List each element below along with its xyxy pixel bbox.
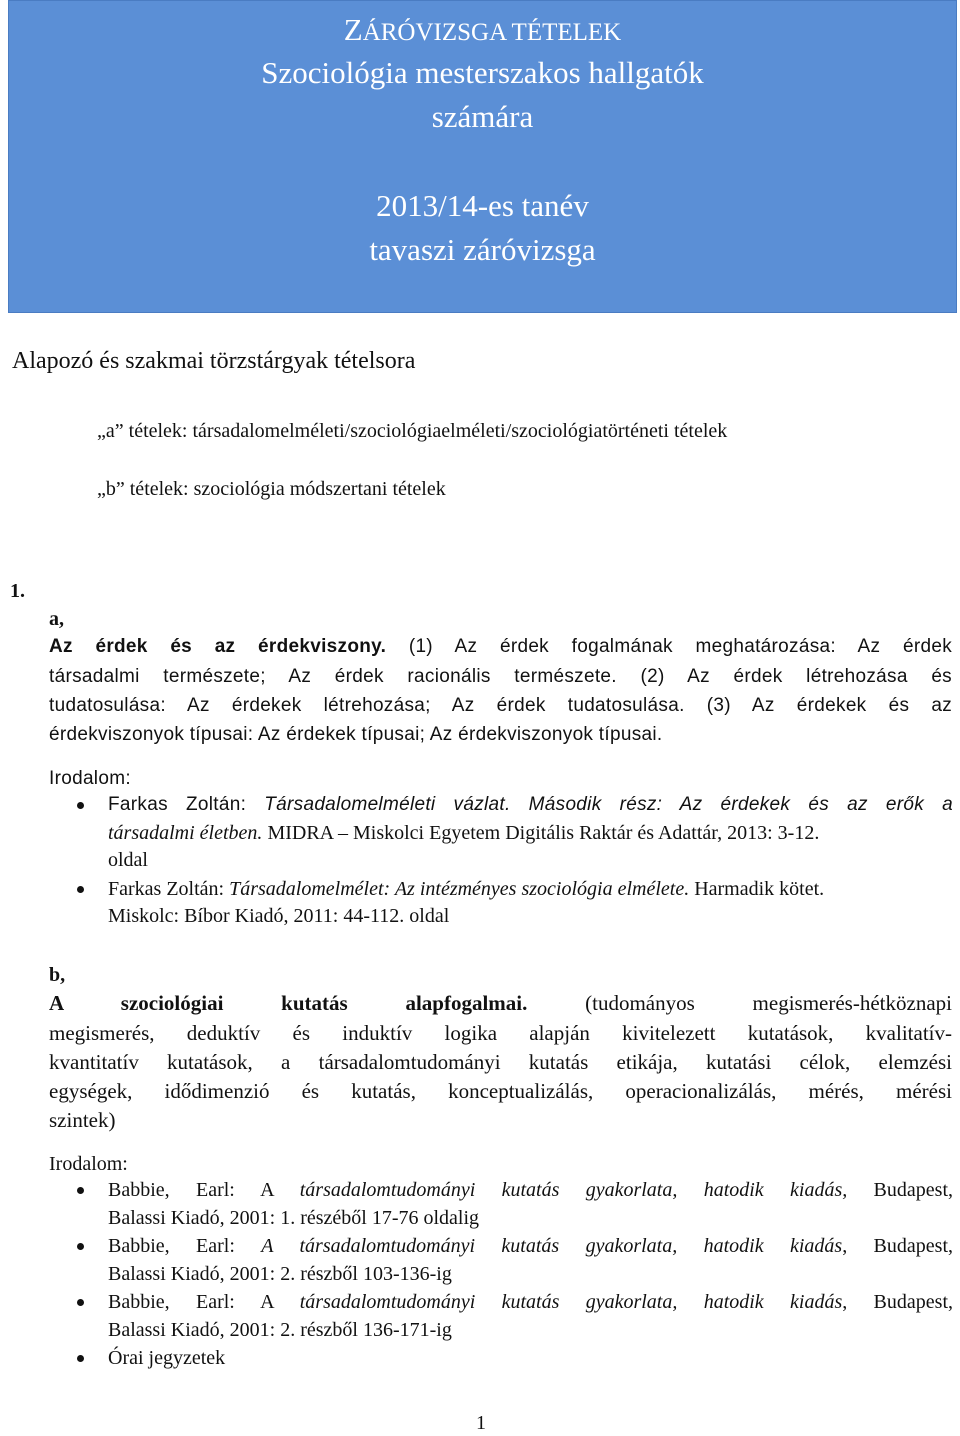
literature-label-a: Irodalom: (49, 768, 131, 789)
bullet-icon (77, 1299, 84, 1306)
lit-a1-line-3: oldal (108, 849, 148, 871)
bullet-icon (77, 1243, 84, 1250)
lit-a1-line-1: Farkas Zoltán: Társadalomelméleti vázlat. Második rész: Az érdekek és az erők a (108, 794, 953, 815)
lit-a1-line-2: társadalmi életben. MIDRA – Miskolci Egyetem Digitális Raktár és Adattár, 2013: 3-12. (108, 822, 820, 844)
bullet-icon (77, 886, 84, 893)
subtopic-a-line-2: társadalmi természete; Az érdek racionális természete. (2) Az érdek létrehozása és (49, 666, 952, 687)
subtopic-b-line-2: megismerés, deduktív és induktív logika alapján kivitelezett kutatások, kvalitatív- (49, 1021, 952, 1045)
lit-b1-line-2: Balassi Kiadó, 2001: 1. részéből 17-76 oldalig (108, 1207, 480, 1229)
subtopic-a-line-4: érdekviszonyok típusai: Az érdekek típusai; Az érdekviszonyok típusai. (49, 724, 663, 745)
exam-period: tavaszi záróvizsga (369, 232, 596, 267)
academic-year: 2013/14-es tanév (376, 188, 589, 223)
intro-line-b: „b” tételek: szociológia módszertani tételek (97, 478, 446, 500)
subtopic-b-line-1: A szociológiai kutatás alapfogalmai. (tudományos megismerés-hétköznapi (49, 991, 952, 1015)
intro-line-a: „a” tételek: társadalomelméleti/szociológiaelméleti/szociológiatörténeti tételek (97, 420, 728, 442)
subtopic-b-line-4: egységek, idődimenzió és kutatás, konceptualizálás, operacionalizálás, mérés, mérési (49, 1079, 952, 1103)
lit-b2-line-2: Balassi Kiadó, 2001: 2. részből 103-136-ig (108, 1263, 452, 1285)
subtopic-a-label: a, (49, 608, 64, 630)
subtopic-b-label: b, (49, 964, 66, 986)
bullet-icon (77, 1355, 84, 1362)
subtopic-a-line-1: Az érdek és az érdekviszony. (1) Az érdek fogalmának meghatározása: Az érdek (49, 636, 952, 657)
literature-label-b: Irodalom: (49, 1153, 128, 1175)
bullet-icon (77, 1187, 84, 1194)
subtopic-b-line-3: kvantitatív kutatások, a társadalomtudományi kutatás etikája, kutatási célok, elemzési (49, 1050, 952, 1074)
subtopic-a-line-3: tudatosulása: Az érdekek létrehozása; Az érdek tudatosulása. (3) Az érdekek és az (49, 695, 952, 716)
lit-b2-line-1: Babbie, Earl: A társadalomtudományi kutatás gyakorlata, hatodik kiadás, Budapest, (108, 1235, 953, 1257)
lit-a2-line-2: Miskolc: Bíbor Kiadó, 2011: 44-112. oldal (108, 905, 450, 927)
title-banner (8, 0, 957, 313)
section-heading: Alapozó és szakmai törzstárgyak tételsora (12, 348, 416, 374)
document-title: ZÁRÓVIZSGA TÉTELEK (343, 12, 622, 47)
subtopic-b-line-5: szintek) (49, 1108, 116, 1132)
lit-b3-line-2: Balassi Kiadó, 2001: 2. részből 136-171-ig (108, 1319, 452, 1341)
page-number: 1 (476, 1412, 486, 1434)
bullet-icon (77, 802, 84, 809)
lit-b1-line-1: Babbie, Earl: A társadalomtudományi kutatás gyakorlata, hatodik kiadás, Budapest, (108, 1179, 953, 1201)
topic-number: 1. (10, 580, 25, 602)
lit-b3-line-1: Babbie, Earl: A társadalomtudományi kutatás gyakorlata, hatodik kiadás, Budapest, (108, 1291, 953, 1313)
subtitle-line-1: Szociológia mesterszakos hallgatók (261, 55, 704, 90)
lit-a2-line-1: Farkas Zoltán: Társadalomelmélet: Az intézményes szociológia elmélete. Harmadik kötet. (108, 878, 825, 900)
subtitle-line-2: számára (431, 99, 534, 134)
lit-b4-line-1: Órai jegyzetek (108, 1347, 226, 1369)
